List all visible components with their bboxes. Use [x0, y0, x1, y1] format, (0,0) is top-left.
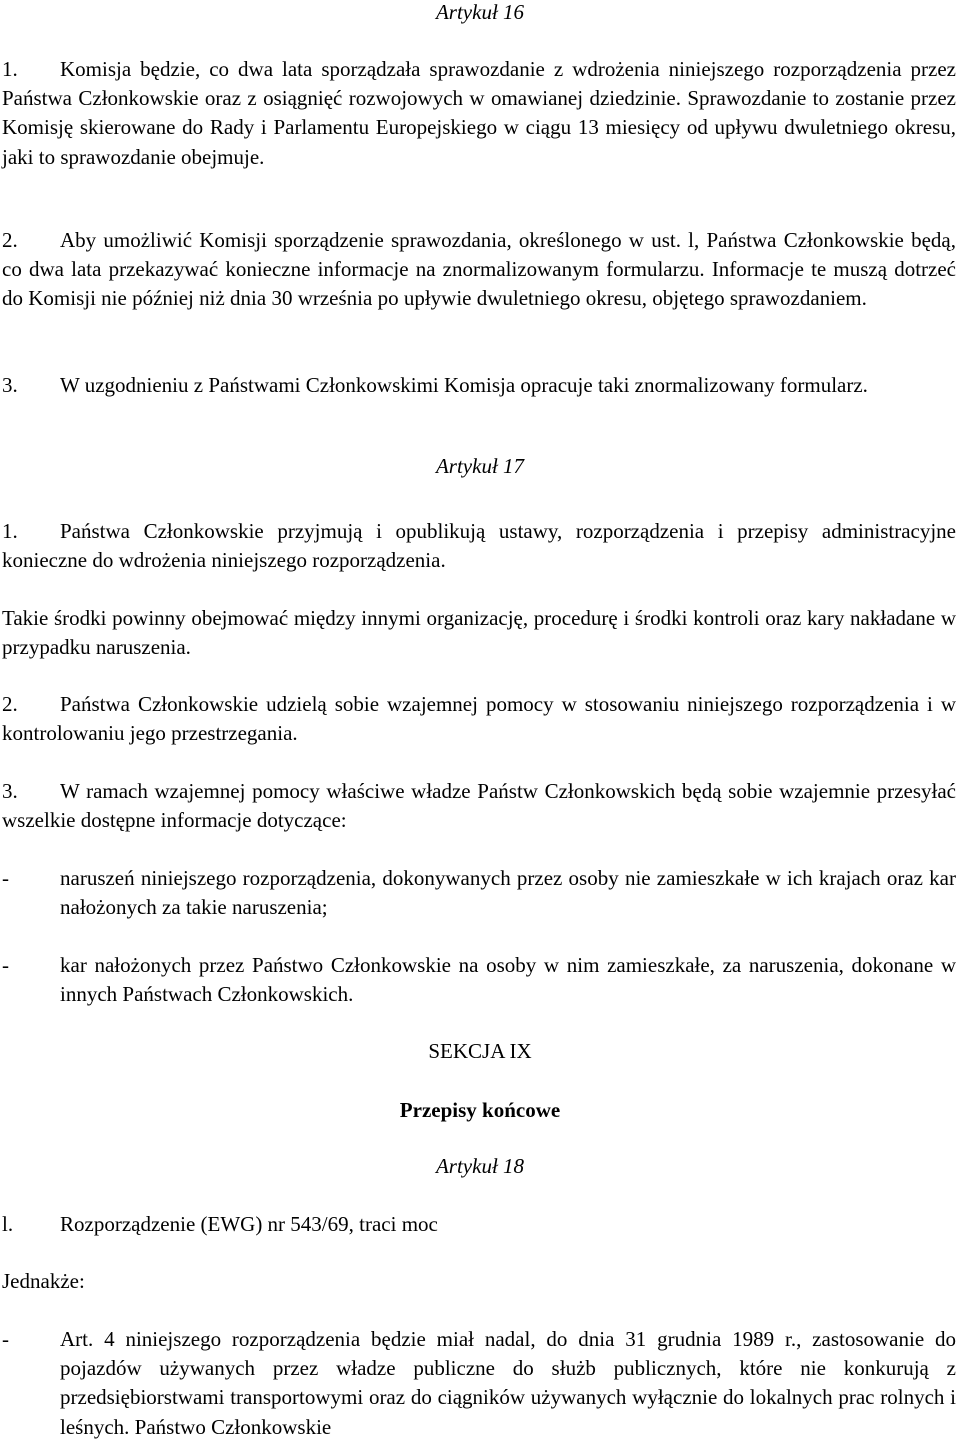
paragraph-text: W uzgodnieniu z Państwami Członkowskimi Komisja opracuje taki znormalizowany formularz. [60, 373, 868, 397]
article-16-paragraph-1 [2, 55, 956, 172]
article-17-paragraph-1 [2, 517, 956, 575]
section-subtitle: Przepisy końcowe [399, 1098, 561, 1122]
dash-bullet: - [2, 866, 9, 890]
article-18-heading: Artykuł 18 [435, 1154, 525, 1178]
dash-bullet: - [2, 953, 9, 977]
paragraph-number: 3. [2, 779, 18, 803]
paragraph-number: l. [2, 1212, 14, 1236]
dash-item-text: naruszeń niniejszego rozporządzenia, dokonywanych przez osoby nie zamieszkałe w ich krajach oraz kar nałożonych za takie naruszenia; [60, 866, 956, 920]
section-title: SEKCJA IX [428, 1039, 532, 1063]
article-18-dash-item-1 [2, 1325, 956, 1442]
article-17-paragraph-1b: Takie środki powinny obejmować między innymi organizację, procedurę i środki kontroli oraz kary nakładane w przypadku naruszenia. [2, 606, 956, 660]
paragraph-text: Państwa Członkowskie przyjmują i opublikują ustawy, rozporządzenia i przepisy administracyjne konieczne do wdrożenia niniejszego rozporządzenia. [2, 519, 956, 573]
paragraph-text: Komisja będzie, co dwa lata sporządzała sprawozdanie z wdrożenia niniejszego rozporządzenia przez Państwa Członkowskie oraz z osiągnięć rozwojowych w omawianej dziedzinie. Sprawozdanie to zostanie przez Komisję skierowane do Rady i Parlamentu Europejskiego w ciągu 13 miesięcy od upływu dwuletniego okresu, jaki to sprawozdanie obejmuje. [2, 57, 956, 169]
article-17-dash-item-2 [2, 951, 956, 1009]
article-17-dash-item-1 [2, 864, 956, 922]
article-17-paragraph-2 [2, 690, 956, 748]
paragraph-text: W ramach wzajemnej pomocy właściwe władze Państw Członkowskich będą sobie wzajemnie przesyłać wszelkie dostępne informacje dotyczące: [2, 779, 956, 833]
paragraph-number: 2. [2, 692, 18, 716]
article-16-paragraph-3 [2, 371, 956, 400]
article-17-paragraph-3 [2, 777, 956, 835]
paragraph-number: 1. [2, 519, 18, 543]
paragraph-text: Rozporządzenie (EWG) nr 543/69, traci moc [60, 1212, 438, 1236]
paragraph-text: Państwa Członkowskie udzielą sobie wzajemnej pomocy w stosowaniu niniejszego rozporządzenia i w kontrolowaniu jego przestrzegania. [2, 692, 956, 746]
article-16-paragraph-2 [2, 226, 956, 314]
dash-item-text: kar nałożonych przez Państwo Członkowskie na osoby w nim zamieszkałe, za naruszenia, dokonane w innych Państwach Członkowskich. [60, 953, 956, 1007]
paragraph-number: 3. [2, 373, 18, 397]
dash-bullet: - [2, 1327, 9, 1351]
paragraph-number: 2. [2, 228, 18, 252]
article-18-paragraph-1 [2, 1210, 438, 1239]
paragraph-text: Aby umożliwić Komisji sporządzenie sprawozdania, określonego w ust. l, Państwa Członkowskie będą, co dwa lata przekazywać konieczne informacje na znormalizowanym formularzu. Informacje te muszą dotrzeć do Komisji nie później niż dnia 30 września po upływie dwuletniego okresu, objętego sprawozdaniem. [2, 228, 956, 311]
paragraph-number: 1. [2, 57, 18, 81]
article-17-heading: Artykuł 17 [435, 454, 525, 478]
article-16-heading: Artykuł 16 [435, 0, 525, 24]
however-label: Jednakże: [2, 1269, 85, 1293]
dash-item-text: Art. 4 niniejszego rozporządzenia będzie miał nadal, do dnia 31 grudnia 1989 r., zastosowanie do pojazdów używanych przez władze publiczne do służb publicznych, które nie konkurują z przedsiębiorstwami transportowymi oraz do ciągników używanych wyłącznie do lokalnych prac rolnych i leśnych. Państwo Członkowskie [60, 1327, 956, 1439]
